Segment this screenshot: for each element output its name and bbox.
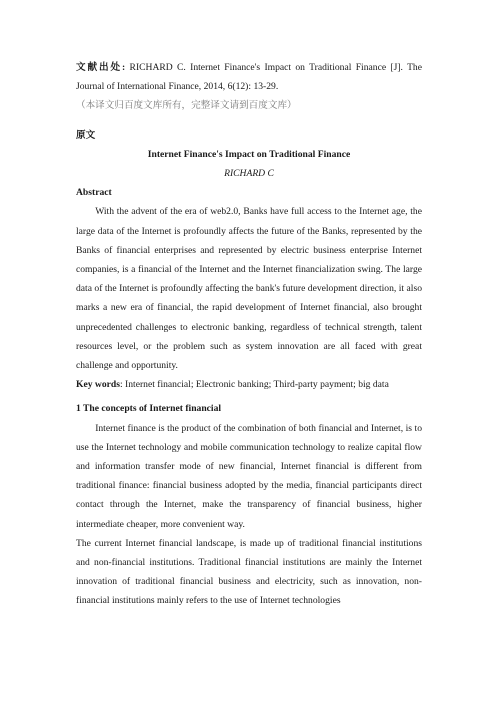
keywords-text: : Internet financial; Electronic banking; Third-party payment; big data [119,379,389,391]
section-paragraph-2: The current Internet financial landscape, is made up of traditional financial institutions and non-financial institutions. Traditional financial institutions are mainly the Internet innovation of traditional financial business and electricity, such as innovation, non-financial institutions mainly refers to the use of Internet technologies [76,537,422,607]
spacer [76,116,422,126]
keywords-line [76,375,422,394]
original-text-label: 原文 [76,129,96,141]
section-heading: 1 The concepts of Internet financial [76,403,222,415]
abstract-body: With the advent of the era of web2.0, Banks have full access to the Internet age, the large data of the Internet is profoundly affects the future of the Banks, represented by the Banks of financial enterprises and represented by electric business enterprise Internet companies, is a financial of the Internet and the Internet financialization swing. The large data of the Internet is profoundly affecting the bank's future development direction, it also marks a new era of financial, the rapid development of Internet financial, also brought unprecedented challenges to electronic banking, regardless of technical strength, talent resources level, or the problem such as system innovation are all faced with great challenge and opportunity. [76,206,422,372]
source-label: 文献出处: [76,62,126,73]
source-citation-text: RICHARD C. Internet Finance's Impact on Traditional Finance [J]. The Journal of International Finance, 2014, 6(12): 13-29. [76,62,422,93]
paper-author: RICHARD C [224,168,274,180]
paper-title: Internet Finance's Impact on Traditional Finance [147,148,351,160]
abstract-heading: Abstract [76,187,112,199]
source-citation [76,58,422,96]
keywords-label: Key words [76,379,120,391]
section-paragraph-1: Internet finance is the product of the combination of both financial and Internet, is to use the Internet technology and mobile communication technology to realize capital flow and information transfer mode of new financial, Internet financial is different from traditional finance: financial business adopted by the media, financial participants direct contact through the Internet, make the transparency of financial business, higher intermediate cheaper, more convenient way. [76,422,422,530]
copyright-note: （本译文归百度文库所有，完整译文请到百度文库） [76,100,297,112]
